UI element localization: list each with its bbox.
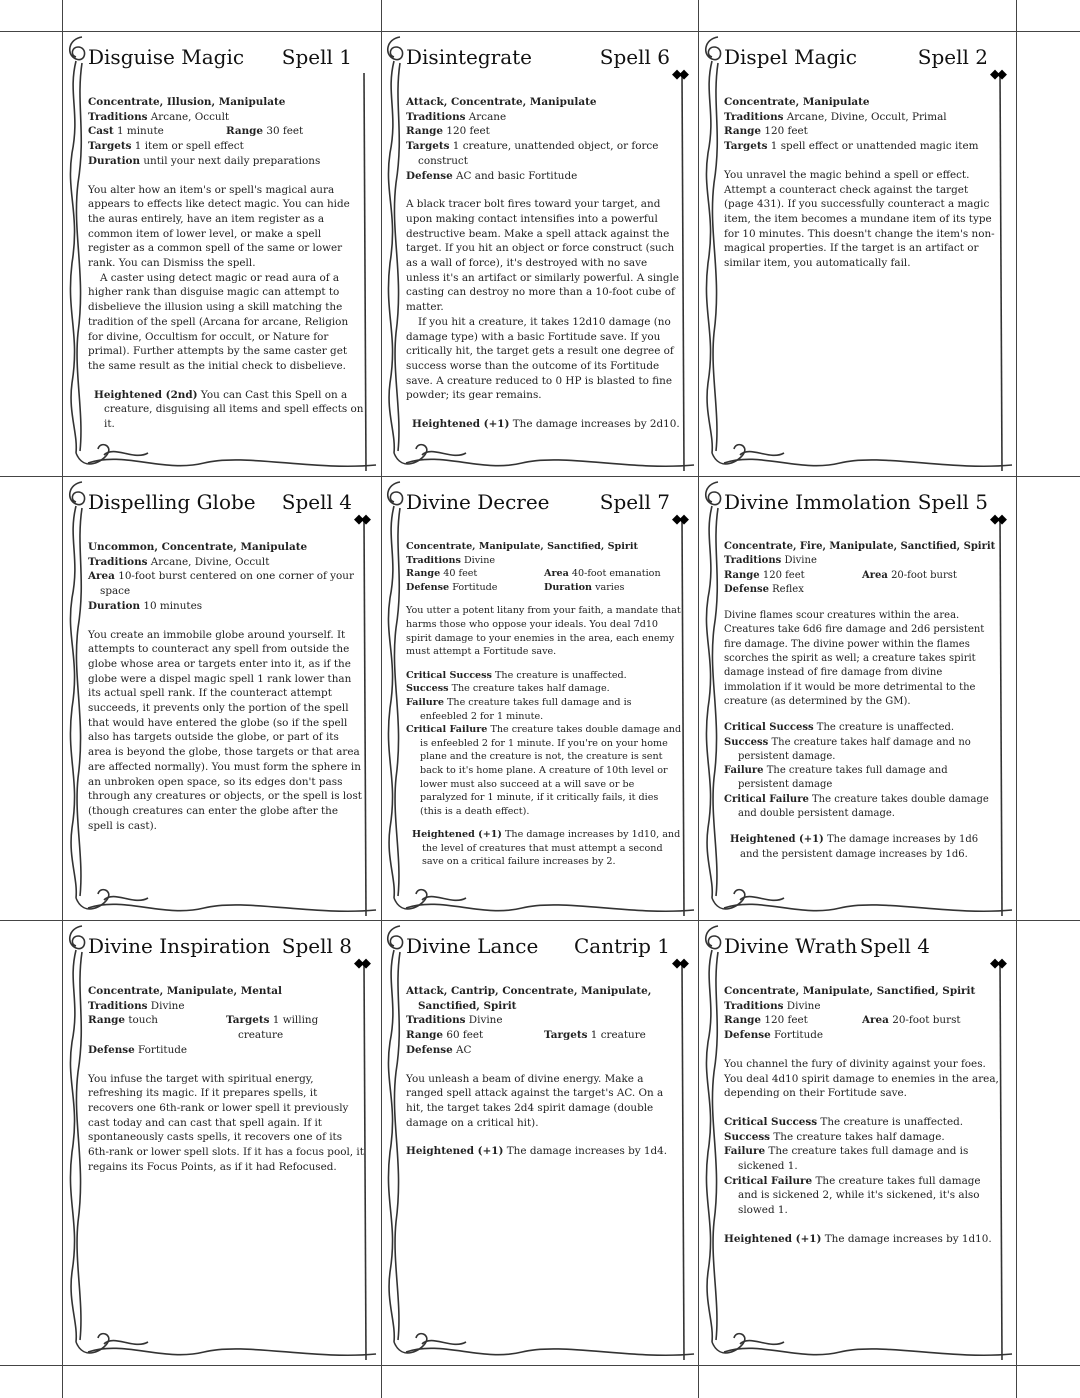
stat-label: Defense [406, 1043, 453, 1056]
stat-value: 30 feet [266, 125, 304, 138]
stat-label: Targets [724, 140, 768, 153]
spell-card-disintegrate [382, 33, 698, 476]
stat-value: varies [595, 581, 625, 593]
heightened-label: Heightened (2nd) [94, 388, 198, 401]
spell-traits: Attack, Concentrate, Manipulate [406, 96, 597, 108]
spell-description: A caster using detect magic or read aura of a higher rank than disguise magic can attempt to disbelieve the illusion using a skill matching the tradition of the spell (Arcana for arcane, Religion for divine, Occultism for occult, or Nature for primal). Further attempts by the same caster get the same result as the initial check to disbelieve. [88, 271, 349, 372]
degree-label: Failure [406, 696, 444, 708]
stat-value: 20-foot burst [891, 569, 957, 581]
two-action-icon: ◆◆ [672, 956, 686, 971]
degree-label: Critical Failure [724, 1174, 813, 1187]
stat-label: Targets [544, 1029, 588, 1042]
spell-card-divine-wrath [700, 922, 1016, 1365]
stat-value: 1 minute [116, 125, 164, 138]
spell-type: Spell 1 [281, 45, 352, 69]
spell-traits: Uncommon, Concentrate, Manipulate [88, 541, 308, 553]
stat-label: Traditions [88, 555, 148, 568]
stat-label: Cast [88, 125, 114, 138]
stat-label: Traditions [88, 110, 148, 123]
spell-description: You unravel the magic behind a spell or effect. Attempt a counteract check against the target (page 431). If you successfully counteract a magic item, the item becomes a mundane item of its type for 10 minutes. This doesn't change the item's non-magical properties. If the target is an artifact or similar item, you automatically fail. [724, 168, 995, 270]
spell-traits: Attack, Cantrip, Concentrate, Manipulate, Sanctified, Spirit [406, 985, 652, 1012]
degree-label: Failure [724, 1145, 766, 1158]
stat-value: 1 spell effect or unattended magic item [770, 140, 979, 153]
spell-name: Divine Immolation [724, 490, 911, 514]
stat-value: 40 feet [443, 568, 478, 580]
stat-label: Defense [406, 169, 453, 182]
spell-description: You alter how an item's or spell's magical aura appears to effects like detect magic. You can hide the auras entirely, have an item register as a common item of lower level, or make a spell register as a common spell of the same or lower rank. You can Dismiss the spell. [88, 183, 350, 270]
cut-line-h4 [0, 1365, 1080, 1366]
spell-description: You create an immobile globe around yourself. It attempts to counteract any spell from outside the globe whose area or targets enter into it, as if the globe were a dispel magic spell 1 rank lower than its actual spell rank. If the counteract attempt succeeds, it prevents only the portion of the spell that would have entered the globe (so if the spell also has targets outside the globe, or part of its area is beyond the globe, those targets or that area are affected normally). You must form the sphere in an unbroken open space, so its edges don't pass through any creatures or objects, or the spell is lost (though creatures can enter the globe after the spell is cast). [88, 628, 362, 832]
degree-text: The creature takes full damage and is sickened 2, while it's sickened, it's also slowed 1. [738, 1174, 981, 1217]
stat-label: Traditions [724, 999, 784, 1012]
stat-label: Defense [724, 583, 769, 595]
stat-value: Reflex [772, 583, 804, 595]
spell-name: Divine Wrath [724, 934, 858, 958]
degree-label: Failure [724, 765, 764, 777]
heightened-text: The damage increases by 2d10. [512, 418, 680, 431]
two-action-icon: ◆◆ [672, 67, 686, 82]
stat-label: Range [406, 1029, 444, 1042]
degree-text: The creature takes half damage. [773, 1130, 945, 1143]
degree-text: The creature takes double damage and double persistent damage. [738, 793, 989, 820]
spell-card-disguise-magic [64, 33, 380, 476]
spell-traits: Concentrate, Manipulate, Mental [88, 985, 282, 997]
degree-text: The creature takes full damage and is sickened 1. [738, 1145, 969, 1173]
spell-type: Spell 7 [599, 490, 670, 514]
stat-value: Arcane [468, 110, 507, 123]
stat-value: Divine [784, 555, 817, 567]
stat-value: Arcane, Divine, Occult [150, 555, 270, 568]
degree-text: The creature is unaffected. [495, 669, 627, 681]
stat-label: Traditions [88, 999, 148, 1012]
spell-description: Divine flames scour creatures within the area. Creatures take 6d6 fire damage and 2d6 persistent fire damage. The divine power within the flames scorches the spirit as well; a creature takes spirit damage instead of fire damage from divine immolation if it would be more detrimental to the creature (as determined by the GM). [724, 610, 985, 707]
spell-traits: Concentrate, Fire, Manipulate, Sanctified, Spirit [724, 541, 996, 552]
stat-value: 120 feet [446, 125, 490, 138]
two-action-icon: ◆◆ [990, 956, 1004, 971]
spell-description: You unleash a beam of divine energy. Make a ranged spell attack against the target's AC. On a hit, the target takes 2d4 spirit damage (double damage on a critical hit). [406, 1072, 664, 1129]
stat-label: Traditions [406, 554, 461, 566]
stat-label: Targets [88, 140, 132, 153]
degree-text: The creature takes double damage and is enfeebled 2 for 1 minute. If you're on your home plane and the creature is not, the creature is sent back to it's home plane. A creature of 10th level or lower must also succeed at a will save or be paralyzed for 1 minute, if it critically fails, it dies (this is a death effect). [420, 724, 682, 817]
degree-label: Success [724, 736, 769, 748]
spell-description: A black tracer bolt fires toward your target, and upon making contact intensifies into a powerful destructive beam. Make a spell attack against the target. If you hit an object or force construct (such as a wall of force), it's destroyed with no save unless it's an artifact or similarly powerful. A single casting can destroy no more than a 10-foot cube of matter. [406, 198, 680, 314]
spell-name: Dispelling Globe [88, 490, 256, 514]
degree-label: Success [406, 683, 449, 695]
spell-name: Disguise Magic [88, 45, 245, 69]
stat-value: until your next daily preparations [143, 154, 321, 167]
cut-line-h2 [0, 476, 1080, 477]
spell-type: Spell 2 [917, 45, 988, 69]
degree-text: The creature takes full damage and persistent damage [738, 765, 948, 791]
stat-label: Area [88, 570, 115, 583]
stat-label: Area [862, 1014, 889, 1027]
stat-value: AC [456, 1043, 472, 1056]
heightened-text: The damage increases by 1d10, and the level of creatures that must attempt a second save on a critical failure increases by 2. [422, 829, 681, 868]
stat-label: Area [544, 568, 569, 580]
stat-value: 120 feet [764, 1014, 808, 1027]
spell-type: Spell 8 [281, 934, 352, 958]
heightened-label: Heightened (+1) [412, 418, 510, 431]
spell-name: Divine Decree [406, 490, 550, 514]
spell-name: Divine Inspiration [88, 934, 271, 958]
stat-label: Range [226, 125, 264, 138]
stat-label: Traditions [724, 110, 784, 123]
spell-card-divine-inspiration [64, 922, 380, 1365]
stat-label: Range [88, 1014, 126, 1027]
two-action-icon: ◆◆ [354, 512, 368, 527]
spell-name: Divine Lance [406, 934, 539, 958]
stat-value: Arcane, Divine, Occult, Primal [786, 110, 947, 123]
spell-traits: Concentrate, Illusion, Manipulate [88, 96, 286, 108]
spell-traits: Concentrate, Manipulate [724, 96, 870, 108]
stat-value: 10 minutes [143, 599, 203, 612]
two-action-icon: ◆◆ [990, 512, 1004, 527]
spell-card-divine-lance [382, 922, 698, 1365]
stat-value: Fortitude [138, 1043, 188, 1056]
cut-line-h1 [0, 31, 1080, 32]
heightened-label: Heightened (+1) [724, 1232, 822, 1245]
stat-label: Defense [406, 581, 450, 593]
degree-label: Critical Failure [724, 793, 809, 805]
stat-value: 40-foot emanation [571, 568, 661, 580]
degree-text: The creature takes half damage. [451, 683, 610, 695]
stat-label: Range [406, 568, 441, 580]
stat-label: Duration [88, 599, 141, 612]
heightened-label: Heightened (+1) [412, 829, 502, 841]
spell-card-divine-immolation [700, 478, 1016, 921]
stat-value: Fortitude [452, 581, 498, 593]
stat-label: Targets [226, 1014, 270, 1027]
cut-line-v1 [62, 0, 63, 1398]
spell-type: Spell 4 [281, 490, 352, 514]
spell-traits: Concentrate, Manipulate, Sanctified, Spirit [406, 541, 638, 552]
stat-label: Duration [544, 581, 593, 593]
stat-value: 120 feet [762, 569, 805, 581]
degree-label: Critical Success [724, 1115, 818, 1128]
spell-card-dispel-magic [700, 33, 1016, 476]
spell-type: Spell 4 [859, 934, 930, 958]
cut-line-v4 [1016, 0, 1017, 1398]
stat-value: 1 creature, unattended object, or force construct [418, 140, 659, 167]
heightened-text: The damage increases by 1d6 and the persistent damage increases by 1d6. [740, 834, 979, 860]
spell-name: Disintegrate [406, 45, 533, 69]
degree-label: Success [724, 1130, 771, 1143]
stat-label: Range [724, 125, 762, 138]
spell-type: Spell 5 [917, 490, 988, 514]
stat-label: Traditions [406, 110, 466, 123]
degree-label: Critical Success [724, 722, 814, 734]
stat-value: 120 feet [764, 125, 808, 138]
degree-label: Critical Success [406, 669, 492, 681]
stat-value: Divine [463, 554, 496, 566]
stat-value: AC and basic Fortitude [456, 169, 578, 182]
stat-value: Arcane, Occult [150, 110, 230, 123]
spell-name: Dispel Magic [724, 45, 857, 69]
spell-description: You infuse the target with spiritual energy, refreshing its magic. If it prepares spells, it recovers one 6th-rank or lower spell it previously cast today and can cast that spell again. If it spontaneously casts spells, it recovers one of its 6th-rank or lower spell slots. If it has a focus pool, it regains its Focus Points, as if it had Refocused. [88, 1072, 364, 1173]
stat-label: Traditions [406, 1014, 466, 1027]
stat-label: Defense [88, 1043, 135, 1056]
stat-label: Traditions [724, 555, 782, 567]
heightened-text: The damage increases by 1d4. [506, 1145, 668, 1158]
degree-text: The creature takes half damage and no persistent damage. [738, 736, 971, 762]
spell-card-divine-decree [382, 478, 698, 921]
stat-value: 1 item or spell effect [134, 140, 244, 153]
stat-value: 1 willing creature [238, 1014, 319, 1042]
spell-type: Cantrip 1 [574, 934, 670, 958]
stat-value: 60 feet [446, 1029, 484, 1042]
heightened-text: The damage increases by 1d10. [824, 1232, 992, 1245]
stat-label: Defense [724, 1029, 771, 1042]
stat-value: Divine [150, 999, 185, 1012]
spell-description: You channel the fury of divinity against your foes. You deal 4d10 spirit damage to enemies in the area, depending on their Fortitude save. [724, 1057, 999, 1100]
stat-label: Range [724, 569, 760, 581]
stat-label: Range [724, 1014, 762, 1027]
stat-value: touch [128, 1014, 158, 1027]
degree-label: Critical Failure [406, 724, 488, 736]
two-action-icon: ◆◆ [354, 956, 368, 971]
stat-label: Duration [88, 154, 141, 167]
heightened-text: You can Cast this Spell on a creature, disguising all items and spell effects on it. [104, 388, 364, 431]
cut-line-v3 [698, 0, 699, 1398]
heightened-label: Heightened (+1) [730, 834, 824, 846]
stat-label: Targets [406, 140, 450, 153]
spell-description: You utter a potent litany from your faith, a mandate that harms those who oppose your ideals. You deal 7d10 spirit damage to your enemies in the area, each enemy must attempt a Fortitude save. [406, 605, 681, 658]
spell-card-dispelling-globe [64, 478, 380, 921]
stat-value: Fortitude [774, 1029, 824, 1042]
stat-value: 10-foot burst centered on one corner of your space [100, 570, 354, 598]
two-action-icon: ◆◆ [672, 512, 686, 527]
spell-type: Spell 6 [599, 45, 670, 69]
stat-label: Range [406, 125, 444, 138]
degree-text: The creature takes full damage and is enfeebled 2 for 1 minute. [420, 696, 632, 722]
degree-text: The creature is unaffected. [820, 1115, 964, 1128]
stat-value: Divine [786, 999, 821, 1012]
stat-value: 1 creature [590, 1029, 646, 1042]
stat-value: Divine [468, 1014, 503, 1027]
stat-value: 20-foot burst [892, 1014, 961, 1027]
heightened-label: Heightened (+1) [406, 1145, 504, 1158]
stat-label: Area [862, 569, 888, 581]
spell-description: If you hit a creature, it takes 12d10 damage (no damage type) with a basic Fortitude save. If you critically hit, the target gets a result one degree of success worse than the outcome of its Fortitude save. A creature reduced to 0 HP is blasted to fine powder; its gear remains. [406, 315, 674, 402]
degree-text: The creature is unaffected. [816, 722, 955, 734]
spell-traits: Concentrate, Manipulate, Sanctified, Spirit [724, 985, 976, 997]
two-action-icon: ◆◆ [990, 67, 1004, 82]
